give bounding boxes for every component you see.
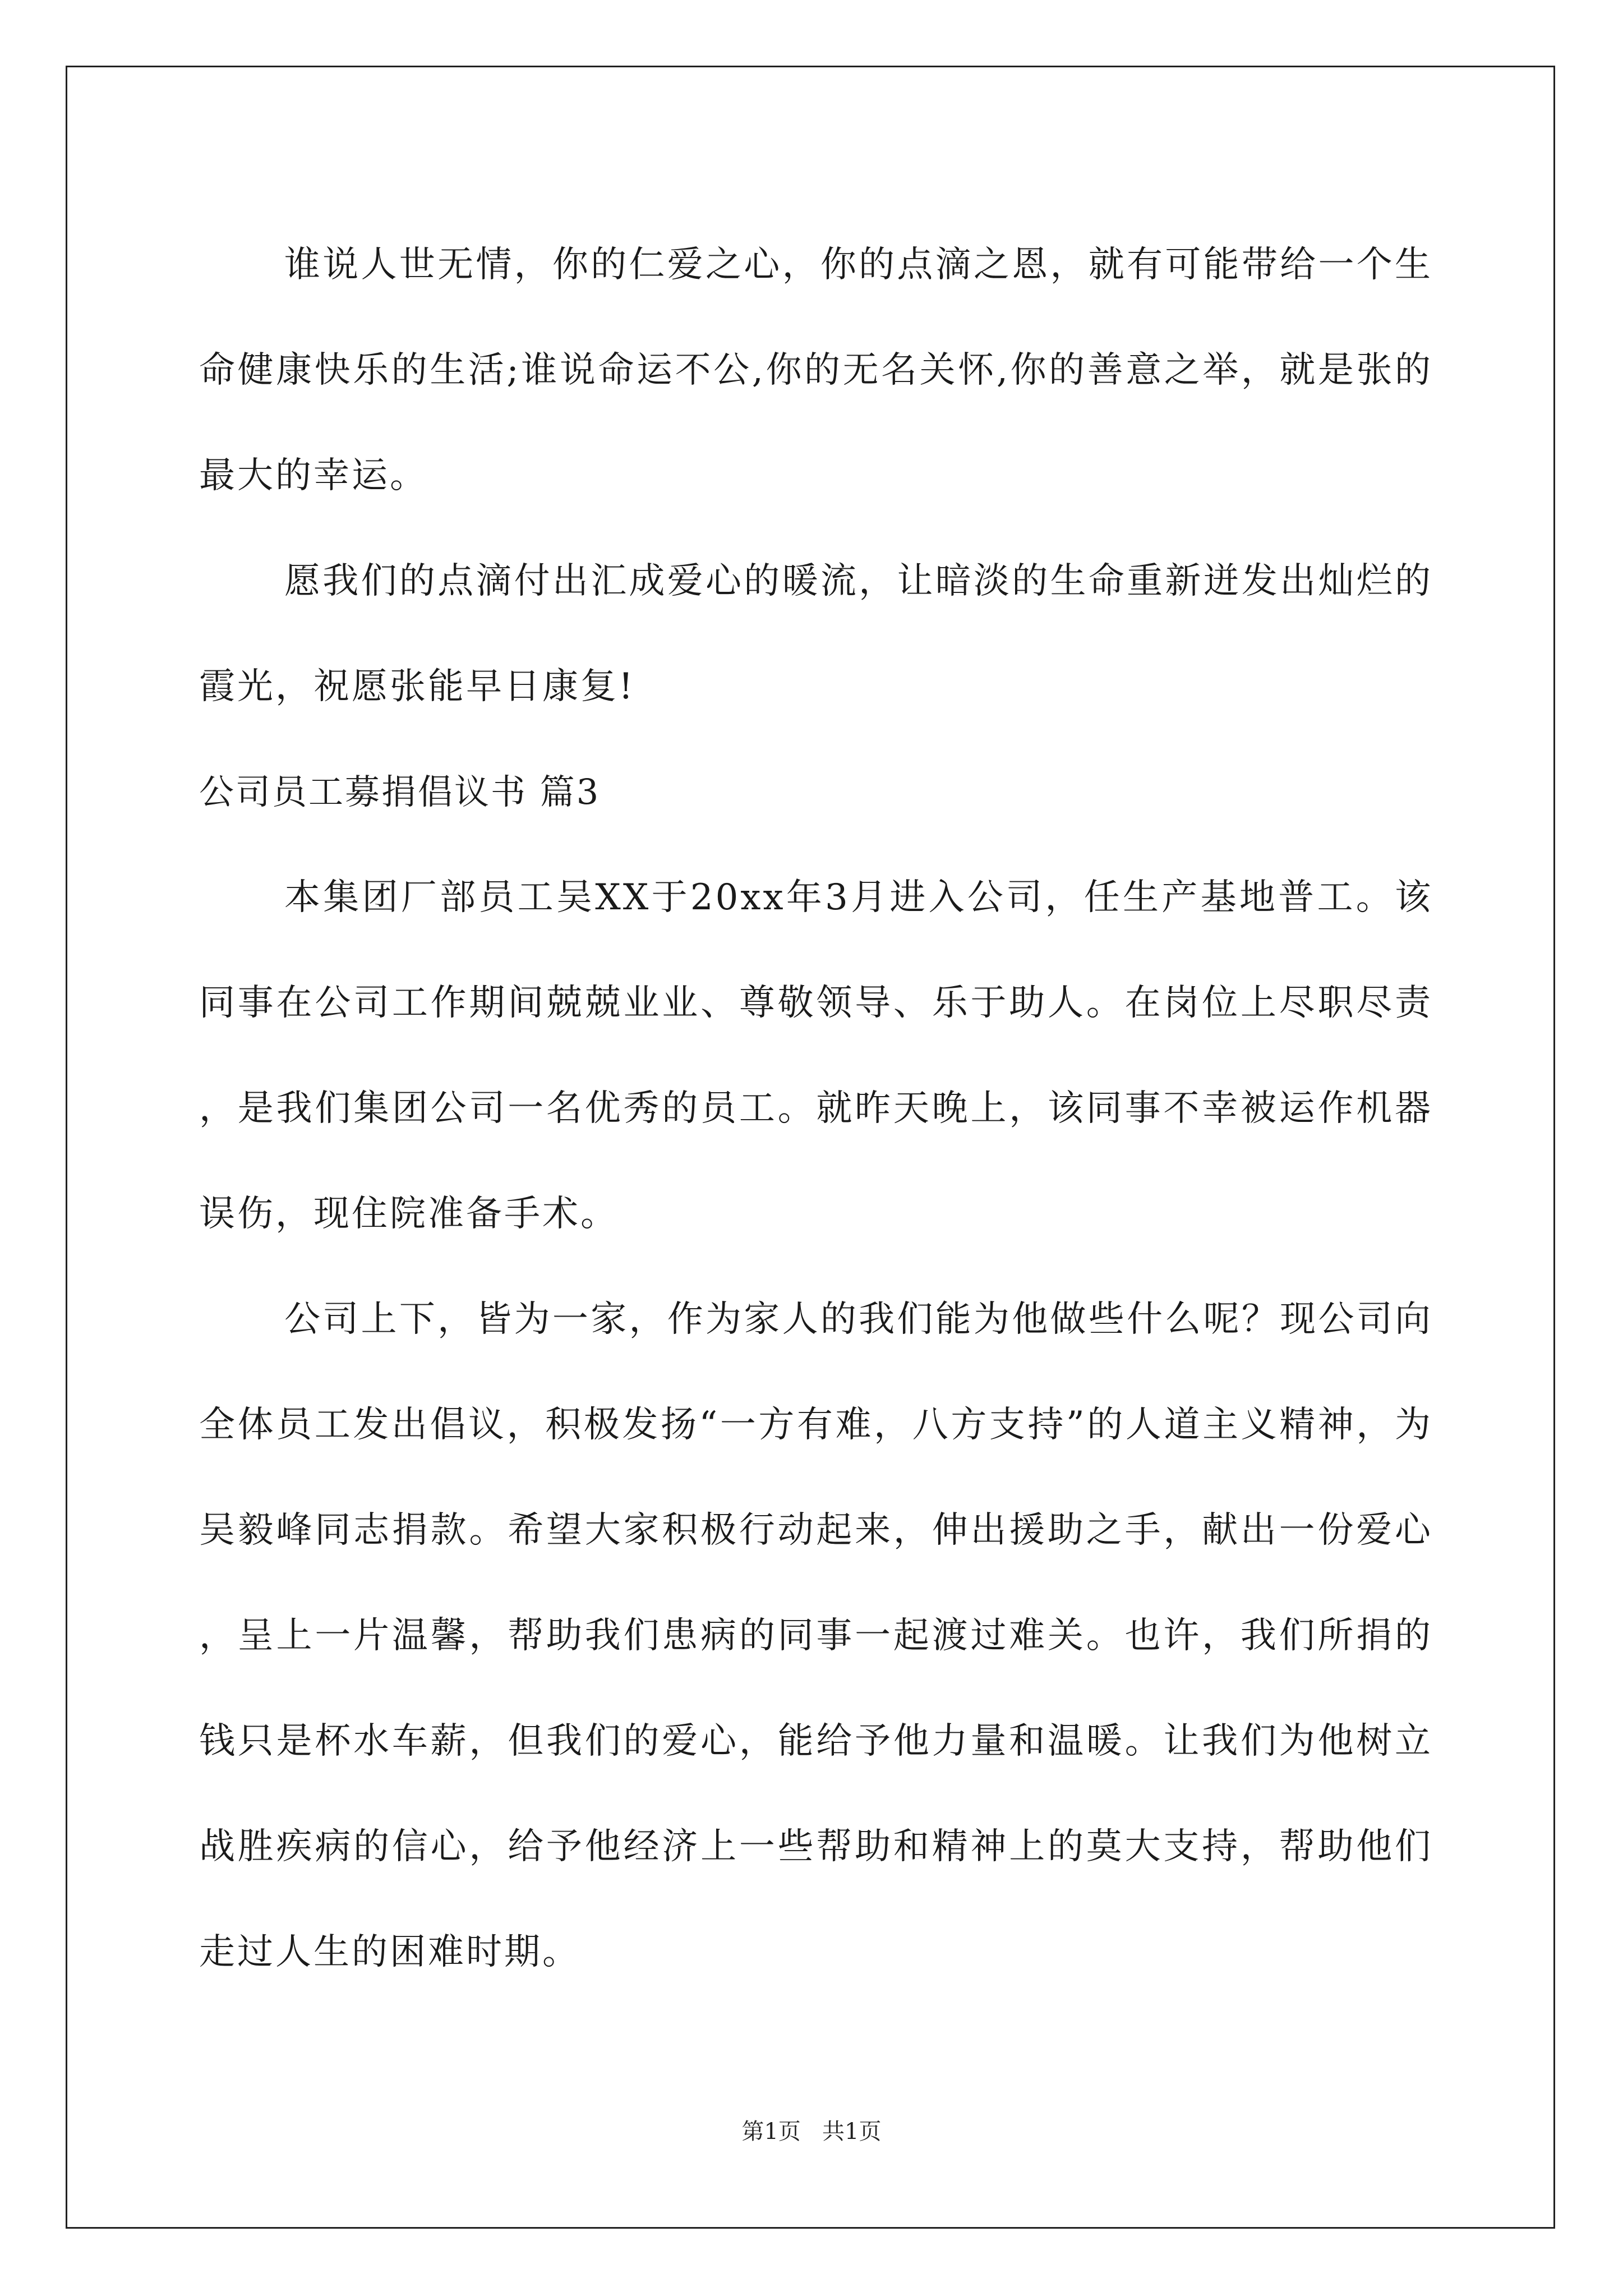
paragraph-wish: 愿我们的点滴付出汇成爱心的暖流，让暗淡的生命重新迸发出灿烂的霞光，祝愿张能早日康复! (199, 560, 1433, 707)
paragraph-blessing: 谁说人世无情，你的仁爱之心，你的点滴之恩，就有可能带给一个生命健康快乐的生活;谁说命运不公,你的无名关怀,你的善意之举，就是张的最大的幸运。 (199, 244, 1433, 496)
page-footer: 第1页 共1页 (741, 2119, 882, 2145)
paragraph-incident: 本集团厂部员工吴XX于20xx年3月进入公司，任生产基地普工。该同事在公司工作期间兢兢业业、尊敬领导、乐于助人。在岗位上尽职尽责，是我们集团公司一名优秀的员工。就昨天晚上，该同事不幸被运作机器误伤，现住院准备手术。 (199, 877, 1433, 1235)
paragraph-appeal: 公司上下，皆为一家，作为家人的我们能为他做些什么呢？现公司向全体员工发出倡议，积极发扬“一方有难，八方支持”的人道主义精神，为吴毅峰同志捐款。希望大家积极行动起来，伸出援助之手，献出一份爱心，呈上一片温馨，帮助我们患病的同事一起渡过难关。也许，我们所捐的钱只是杯水车薪，但我们的爱心，能给予他力量和温暖。让我们为他树立战胜疾病的信心，给予他经济上一些帮助和精神上的莫大支持，帮助他们走过人生的困难时期。 (199, 1299, 1433, 1973)
document-body (199, 212, 1433, 2005)
section-heading: 公司员工募捐倡议书 篇3 (199, 771, 601, 812)
